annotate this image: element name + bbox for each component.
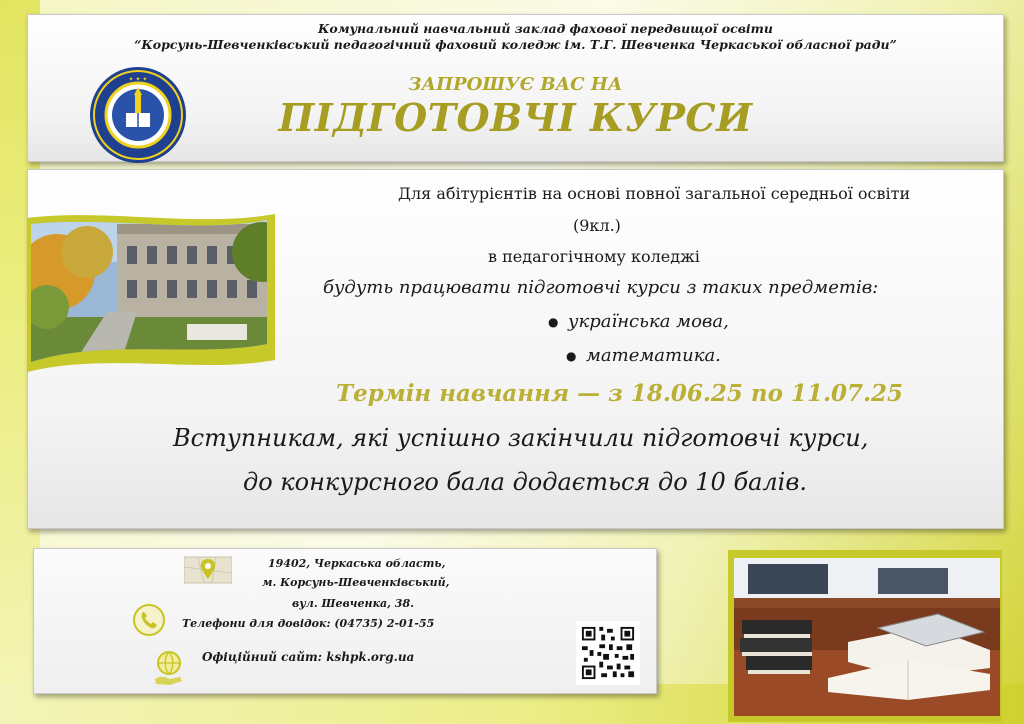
map-pin-icon bbox=[184, 555, 232, 585]
phone-icon bbox=[132, 603, 166, 637]
bonus-line-1: Вступникам, які успішно закінчили підготовчі курси, bbox=[173, 424, 869, 452]
books-photo bbox=[728, 550, 1002, 722]
subjects-intro: будуть працювати підготовчі курси з таких предметів: bbox=[323, 277, 879, 298]
address-line-1: 19402, Черкаська область, bbox=[268, 557, 446, 570]
subject-item: ● українська мова, bbox=[548, 311, 729, 332]
contact-panel bbox=[33, 548, 657, 694]
institution-line-1: Комунальний навчальний заклад фахової передвищої освіти bbox=[317, 21, 773, 36]
bullet-icon: ● bbox=[548, 315, 559, 329]
courses-title: ПІДГОТОВЧІ КУРСИ bbox=[278, 95, 753, 140]
grade-line: (9кл.) bbox=[573, 216, 621, 235]
subject-item: ● математика. bbox=[566, 345, 721, 366]
location-line: в педагогічному коледжі bbox=[488, 247, 700, 266]
college-building-photo bbox=[27, 212, 275, 374]
svg-text:✦ ✦ ✦: ✦ ✦ ✦ bbox=[128, 76, 148, 83]
globe-hand-icon bbox=[152, 649, 186, 687]
invite-heading: ЗАПРОШУЄ ВАС НА bbox=[408, 74, 623, 95]
qr-code[interactable] bbox=[576, 621, 640, 685]
phone-numbers: Телефони для довідок: (04735) 2-01-55 bbox=[182, 617, 435, 630]
bonus-line-2: до конкурсного бала додається до 10 балів. bbox=[243, 468, 807, 496]
study-term: Термін навчання — з 18.06.25 по 11.07.25 bbox=[336, 380, 904, 407]
audience-line: Для абітурієнтів на основі повної загальної середньої освіти bbox=[398, 184, 911, 203]
address-line-2: м. Корсунь-Шевченківський, bbox=[262, 576, 450, 589]
website-link[interactable]: Офіційний сайт: kshpk.org.ua bbox=[202, 650, 415, 664]
bullet-icon: ● bbox=[566, 349, 577, 363]
header-panel bbox=[27, 14, 1004, 162]
address-line-3: вул. Шевченка, 38. bbox=[292, 597, 414, 610]
institution-line-2: “Корсунь-Шевченківський педагогічний фаховий коледж ім. Т.Г. Шевченка Черкаської обласної ради” bbox=[134, 37, 897, 52]
